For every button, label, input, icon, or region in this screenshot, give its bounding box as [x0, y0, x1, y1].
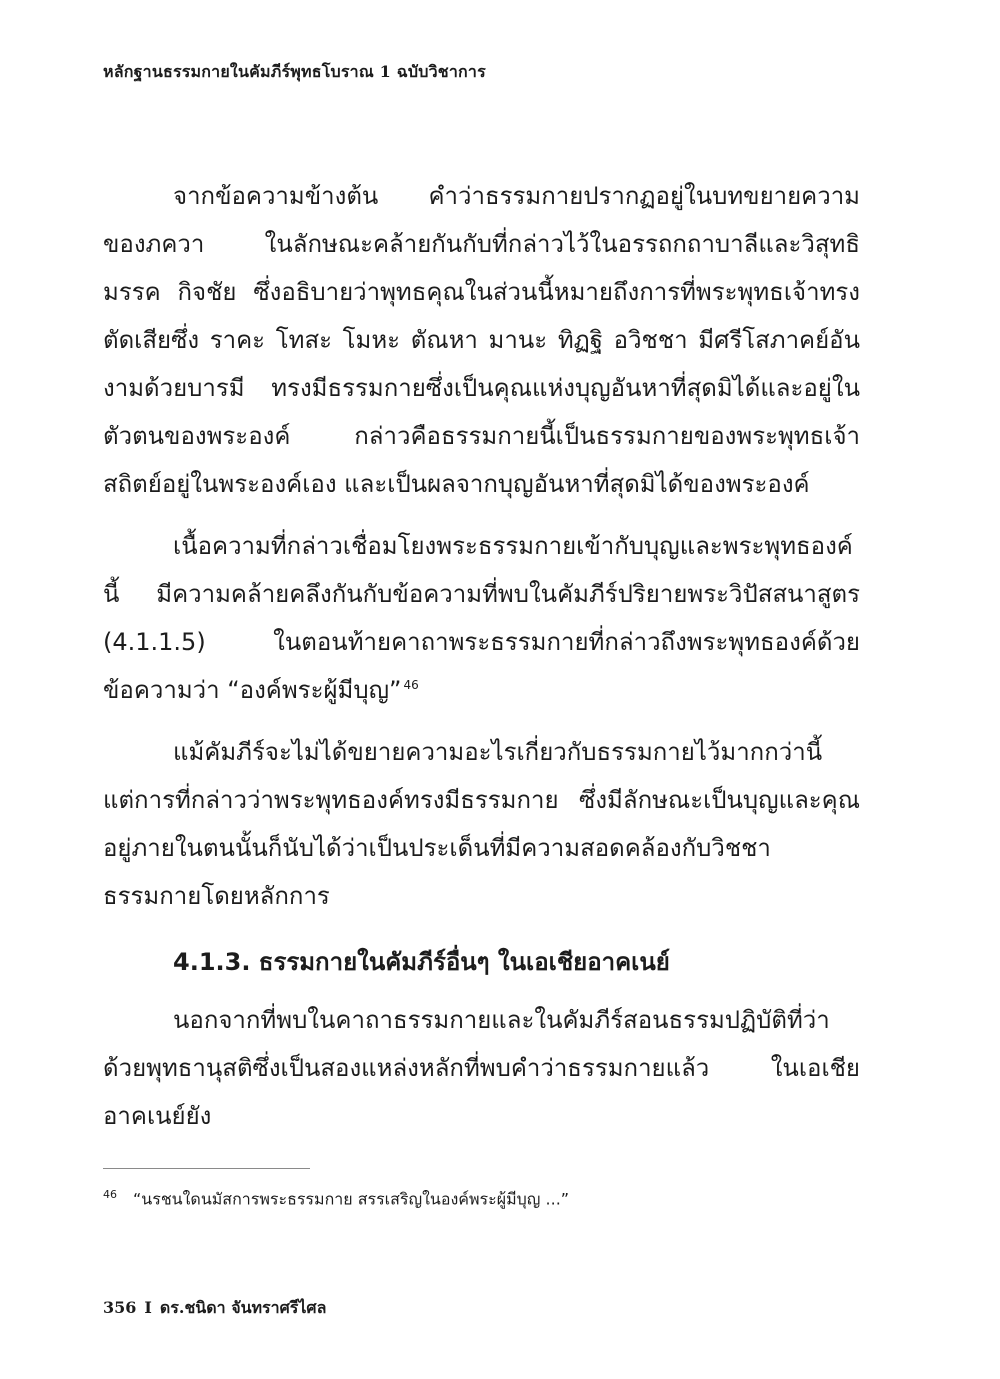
- footnote-number: 46: [103, 1188, 117, 1201]
- paragraph-2: [103, 522, 860, 714]
- folio: [103, 1296, 326, 1321]
- paragraph-2-text: เนื้อความที่กล่าวเชื่อมโยงพระธรรมกายเข้ากับบุญและพระพุทธองค์นี้ มีความคล้ายคลึงกันกับข้อความที่พบในคัมภีร์ปริยายพระวิปัสสนาสูตร (4.1.1.5) ในตอนท้ายคาถาพระธรรมกายที่กล่าวถึงพระพุทธองค์ด้วยข้อความว่า “องค์พระผู้มีบุญ”: [103, 532, 860, 704]
- section-heading: 4.1.3. ธรรมกายในคัมภีร์อื่นๆ ในเอเชียอาคเนย์: [173, 948, 670, 976]
- footnote-text: “นรชนใดนมัสการพระธรรมกาย สรรเสริญในองค์พระผู้มีบุญ ...”: [133, 1189, 570, 1209]
- author-name: ดร.ชนิดา จันทราศรีไศล: [159, 1298, 327, 1317]
- footnote-divider: [103, 1168, 310, 1169]
- page-number: 356: [103, 1298, 137, 1317]
- paragraph-4: นอกจากที่พบในคาถาธรรมกายและในคัมภีร์สอนธรรมปฏิบัติที่ว่าด้วยพุทธานุสติซึ่งเป็นสองแหล่งหลักที่พบคำว่าธรรมกายแล้ว ในเอเชียอาคเนย์ยัง: [103, 1006, 860, 1130]
- paragraph-3: แม้คัมภีร์จะไม่ได้ขยายความอะไรเกี่ยวกับธรรมกายไว้มากกว่านี้ แต่การที่กล่าวว่าพระพุทธองค์ทรงมีธรรมกาย ซึ่งมีลักษณะเป็นบุญและคุณอยู่ภายในตนนั้นก็นับได้ว่าเป็นประเด็นที่มีความสอดคล้องกับวิชชาธรรมกายโดยหลักการ: [103, 738, 860, 910]
- paragraph-1: จากข้อความข้างต้น คำว่าธรรมกายปรากฏอยู่ในบทขยายความของภควา ในลักษณะคล้ายกันกับที่กล่าวไว้ในอรรถกถาบาลีและวิสุทธิมรรค กิจชัย ซึ่งอธิบายว่าพุทธคุณในส่วนนี้หมายถึงการที่พระพุทธเจ้าทรงตัดเสียซึ่ง ราคะ โทสะ โมหะ ตัณหา มานะ ทิฏฐิ อวิชชา มีศรีโสภาคย์อันงามด้วยบารมี ทรงมีธรรมกายซึ่งเป็นคุณแห่งบุญอันหาที่สุดมิได้และอยู่ในตัวตนของพระองค์ กล่าวคือธรรมกายนี้เป็นธรรมกายของพระพุทธเจ้า สถิตย์อยู่ในพระองค์เอง และเป็นผลจากบุญอันหาที่สุดมิได้ของพระองค์: [103, 182, 860, 498]
- body-text: [103, 172, 860, 1154]
- footnote-ref-46[interactable]: 46: [403, 678, 419, 692]
- footnote: [103, 1183, 860, 1211]
- running-head: หลักฐานธรรมกายในคัมภีร์พุทธโบราณ 1 ฉบับวิชาการ: [103, 62, 486, 81]
- folio-separator: I: [144, 1298, 152, 1317]
